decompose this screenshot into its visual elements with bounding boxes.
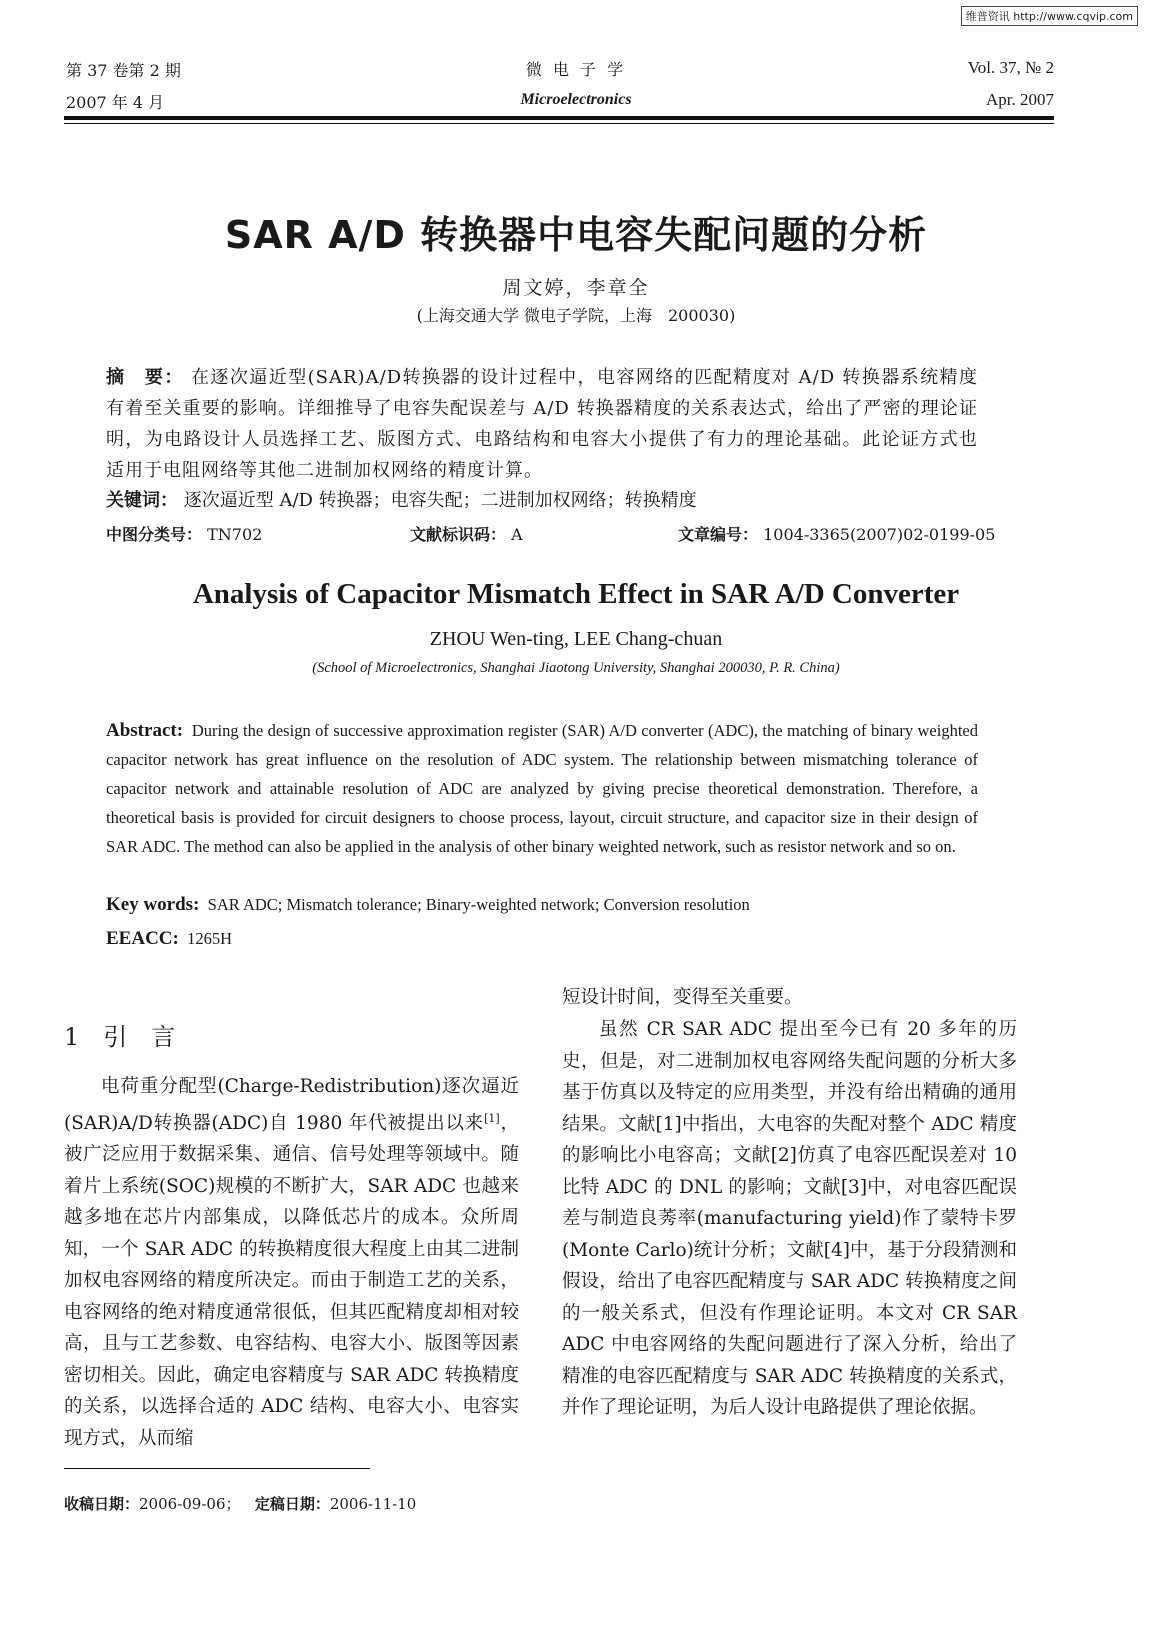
doc-code-value: A — [511, 525, 523, 544]
eeacc-label: EEACC: — [106, 928, 179, 949]
eeacc — [106, 924, 232, 953]
header-rule-thin — [64, 123, 1054, 124]
date-cn: 2007 年 4 月 — [66, 93, 165, 112]
keywords-cn-label: 关键词： — [106, 490, 178, 511]
clc-number — [106, 522, 262, 545]
keywords-en — [106, 890, 978, 919]
article-number-label: 文章编号： — [678, 525, 759, 544]
volume-cn: 第 37 卷第 2 期 — [66, 61, 181, 80]
date-en: Apr. 2007 — [986, 90, 1054, 109]
doc-code — [410, 522, 523, 545]
abstract-cn — [106, 362, 978, 486]
affiliation-en: (School of Microelectronics, Shanghai Jiaotong University, Shanghai 200030, P. R. China) — [312, 660, 840, 676]
abstract-cn-text: 在逐次逼近型(SAR)A/D转换器的设计过程中，电容网络的匹配精度对 A/D 转换器系统精度有着至关重要的影响。详细推导了电容失配误差与 A/D 转换器精度的关系表达式，给出了严密的理论证明，为电路设计人员选择工艺、版图方式、电路结构和电容大小提供了有力的理论基础。此论证方式也适用于电阻网络等其他二进制加权网络的精度计算。 — [106, 367, 978, 481]
authors-en: ZHOU Wen-ting, LEE Chang-chuan — [429, 628, 723, 650]
title-en: Analysis of Capacitor Mismatch Effect in SAR A/D Converter — [192, 578, 960, 610]
source-stamp: 维普资讯 http://www.cqvip.com — [961, 6, 1138, 26]
journal-name-cn: 微 电 子 学 — [525, 60, 627, 79]
revised-value: 2006-11-10 — [329, 1495, 417, 1513]
keywords-cn — [106, 485, 978, 516]
received-value: 2006-09-06； — [139, 1495, 241, 1513]
footnote-dates — [64, 1493, 416, 1514]
header-rule-thick — [64, 116, 1054, 120]
intro-text-a: 电荷重分配型(Charge-Redistribution)逐次逼近(SAR)A/D转换器(ADC)自 1980 年代被提出以来 — [64, 1076, 519, 1134]
section-1-right-column: 虽然 CR SAR ADC 提出至今已有 20 多年的历史，但是，对二进制加权电容网络失配问题的分析大多基于仿真以及特定的应用类型，并没有给出精确的通用结果。文献[1]中指出，大电容的失配对整个 ADC 精度的影响比小电容高；文献[2]仿真了电容匹配误差对 10 比特 ADC 的 DNL 的影响；文献[3]中，对电容匹配误差与制造良莠率(manufacturing yield)作了蒙特卡罗(Monte Carlo)统计分析；文献[4]中，基于分段猜测和假设，给出了电容匹配精度与 SAR ADC 转换精度之间的一般关系式，但没有作理论证明。本文对 CR SAR ADC 中电容网络的失配问题进行了深入分析，给出了精准的电容匹配精度与 SAR ADC 转换精度的关系式，并作了理论证明，为后人设计电路提供了理论依据。 — [562, 1019, 1017, 1418]
keywords-en-label: Key words: — [106, 894, 200, 915]
clc-label: 中图分类号： — [106, 525, 203, 544]
intro-text-b: ，被广泛应用于数据采集、通信、信号处理等领域中。随着片上系统(SOC)规模的不断扩大，SAR ADC 也越来越多地在芯片内部集成，以降低芯片的成本。众所周知，一个 SAR ADC 的转换精度很大程度上由其二进制加权电容网络的精度所决定。而由于制造工艺的关系，电容网络的绝对精度通常很低，但其匹配精度却相对较高，且与工艺参数、电容结构、电容大小、版图等因素密切相关。因此，确定电容精度与 SAR ADC 转换精度的关系，以选择合适的 ADC 结构、电容大小、电容实现方式，从而缩 — [64, 1112, 519, 1449]
clc-value: TN702 — [207, 525, 263, 544]
footnote-rule — [64, 1468, 370, 1469]
section-1-left-column — [64, 1071, 519, 1454]
section-1-heading: 1 引 言 — [64, 1023, 176, 1051]
abstract-cn-label: 摘 要： — [106, 367, 184, 388]
received-label: 收稿日期： — [64, 1495, 140, 1513]
section-1-right-continuation: 短设计时间，变得至关重要。 — [562, 987, 803, 1008]
abstract-en-label: Abstract: — [106, 720, 184, 741]
article-number-value: 1004-3365(2007)02-0199-05 — [763, 525, 996, 544]
eeacc-value: 1265H — [187, 929, 233, 948]
title-cn: SAR A/D 转换器中电容失配问题的分析 — [224, 213, 928, 257]
authors-cn: 周文婷，李章全 — [502, 277, 650, 299]
keywords-en-text: SAR ADC; Mismatch tolerance; Binary-weighted network; Conversion resolution — [207, 895, 750, 914]
abstract-en-text: During the design of successive approximation register (SAR) A/D converter (ADC), the matching of binary weighted capacitor network has great influence on the resolution of ADC system. The relationship between mismatching tolerance of capacitor network and attainable resolution of ADC are analyzed by giving precise theoretical demonstration. Therefore, a theoretical basis is provided for circuit designers to choose process, layout, circuit structure, and capacitor size in their design of SAR ADC. The method can also be applied in the analysis of other binary weighted network, such as resistor network and so on. — [106, 721, 978, 856]
revised-label: 定稿日期： — [254, 1495, 330, 1513]
abstract-en — [106, 716, 978, 861]
keywords-cn-text: 逐次逼近型 A/D 转换器；电容失配；二进制加权网络；转换精度 — [183, 490, 697, 511]
journal-name-en: Microelectronics — [520, 91, 632, 108]
doc-code-label: 文献标识码： — [410, 525, 507, 544]
affiliation-cn: (上海交通大学 微电子学院，上海 200030) — [416, 306, 736, 325]
citation-1: [1] — [484, 1111, 500, 1125]
volume-en: Vol. 37, № 2 — [967, 58, 1054, 77]
article-number — [678, 522, 995, 545]
